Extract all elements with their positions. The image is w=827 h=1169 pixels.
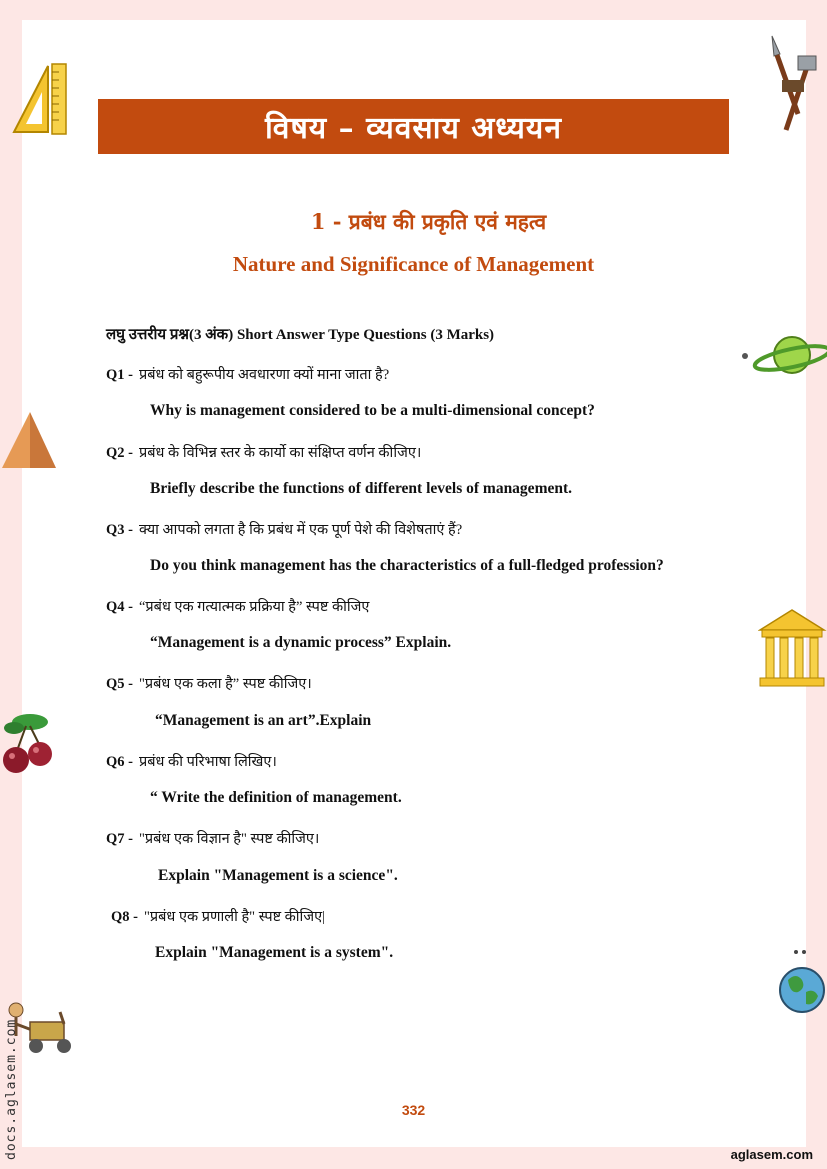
question-text-hindi: प्रबंध को बहुरूपीय अवधारणा क्यों माना जाता है?: [138, 367, 390, 383]
question-6-english: “ Write the definition of management.: [150, 789, 402, 806]
question-7-english: Explain "Management is a science".: [158, 867, 398, 884]
question-4-english: “Management is a dynamic process” Explain.: [150, 634, 452, 651]
question-text-hindi: “प्रबंध एक गत्यात्मक प्रक्रिया है” स्पष्ट कीजिए: [138, 599, 370, 615]
planet-icon: [740, 330, 827, 380]
question-number: Q8 -: [111, 909, 138, 925]
question-text-hindi: "प्रबंध एक कला है” स्पष्ट कीजिए।: [138, 676, 312, 692]
question-text-hindi: प्रबंध के विभिन्न स्तर के कार्यो का संक्षिप्त वर्णन कीजिए।: [138, 445, 422, 461]
question-1-hindi: [106, 364, 389, 384]
question-2-english: Briefly describe the functions of different levels of management.: [150, 480, 573, 497]
temple-columns-icon: [758, 608, 827, 688]
question-number: Q5 -: [106, 676, 133, 692]
question-5-hindi: [106, 673, 312, 693]
ruler-triangle-icon: [4, 60, 70, 136]
question-number: Q7 -: [106, 831, 133, 847]
question-4-hindi: [106, 596, 369, 616]
question-text-hindi: "प्रबंध एक विज्ञान है" स्पष्ट कीजिए।: [138, 831, 320, 847]
question-text-hindi: "प्रबंध एक प्रणाली है" स्पष्ट कीजिए|: [143, 909, 325, 925]
question-number: Q2 -: [106, 445, 133, 461]
question-text-hindi: क्या आपको लगता है कि प्रबंध में एक पूर्ण पेशे की विशेषताएं हैं?: [138, 522, 463, 538]
globe-icon: [774, 946, 827, 1018]
subject-title: विषय – व्यवसाय अध्ययन: [265, 111, 562, 146]
question-6-hindi: [106, 751, 277, 771]
spear-tools-icon: [764, 34, 820, 134]
footer-site-link[interactable]: aglasem.com: [730, 1147, 813, 1162]
question-3-english: Do you think management has the characteristics of a full-fledged profession?: [150, 557, 664, 574]
question-8-english: Explain "Management is a system".: [155, 944, 394, 961]
page-number: 332: [401, 1102, 426, 1118]
question-number: Q1 -: [106, 367, 133, 383]
question-7-hindi: [106, 828, 319, 848]
question-2-hindi: [106, 442, 421, 462]
question-1-english: Why is management considered to be a multi-dimensional concept?: [150, 402, 595, 419]
question-5-english: “Management is an art”.Explain: [155, 712, 372, 729]
question-number: Q6 -: [106, 754, 133, 770]
cherries-icon: [0, 708, 60, 780]
question-number: Q3 -: [106, 522, 133, 538]
chapter-title-hindi: 1 - प्रबंध की प्रकृति एवं महत्व: [310, 209, 547, 234]
question-text-hindi: प्रबंध की परिभाषा लिखिए।: [138, 754, 277, 770]
subject-banner: [98, 99, 729, 154]
question-3-hindi: [106, 519, 462, 539]
page-sheet: [22, 20, 806, 1147]
chapter-title-english: Nature and Significance of Management: [232, 252, 595, 276]
question-8-hindi: [111, 906, 325, 926]
question-number: Q4 -: [106, 599, 133, 615]
pyramid-icon: [0, 410, 58, 470]
side-watermark: docs.aglasem.com: [4, 1018, 19, 1160]
section-heading: लघु उत्तरीय प्रश्न(3 अंक) Short Answer Type Questions (3 Marks): [106, 327, 495, 343]
